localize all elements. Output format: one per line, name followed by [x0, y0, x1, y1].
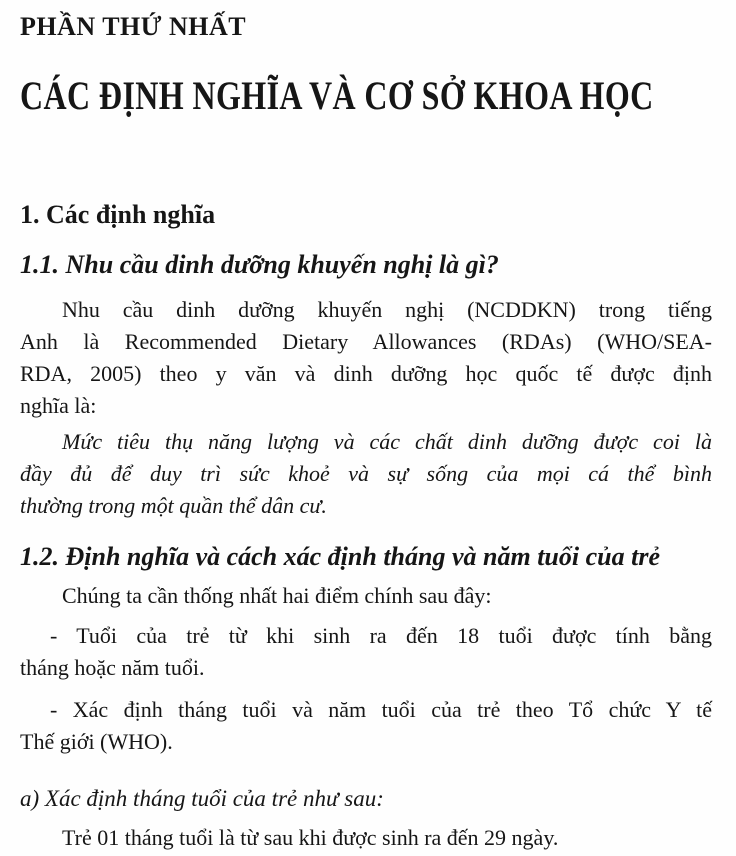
text-line: Mức tiêu thụ năng lượng và các chất dinh dưỡng được coi là	[62, 429, 712, 454]
bullet-who-method	[20, 694, 712, 758]
section-1-2-heading: 1.2. Định nghĩa và cách xác định tháng và năm tuổi của trẻ	[20, 542, 660, 571]
text-line: - Xác định tháng tuổi và năm tuổi của trẻ theo Tổ chức Y tế	[50, 697, 712, 722]
text-line: Trẻ 01 tháng tuổi là từ sau khi được sinh ra đến 29 ngày.	[62, 825, 559, 850]
section-1-heading: 1. Các định nghĩa	[20, 200, 216, 229]
paragraph-ncddkn-intro	[20, 294, 712, 422]
text-line: Anh là Recommended Dietary Allowances (RDAs) (WHO/SEA-	[20, 329, 712, 354]
text-line: - Tuổi của trẻ từ khi sinh ra đến 18 tuổi được tính bằng	[50, 623, 712, 648]
bullet-age-counting	[20, 620, 712, 684]
part-label: PHẦN THỨ NHẤT	[20, 12, 247, 41]
text-line: Thế giới (WHO).	[20, 729, 173, 754]
chapter-title: CÁC ĐỊNH NGHĨA VÀ CƠ SỞ KHOA HỌC	[20, 73, 654, 118]
text-line: tháng hoặc năm tuổi.	[20, 655, 205, 680]
text-line: Nhu cầu dinh dưỡng khuyến nghị (NCDDKN) trong tiếng	[62, 297, 712, 322]
subsection-a-heading: a) Xác định tháng tuổi của trẻ như sau:	[20, 786, 384, 811]
section-1-1-heading: 1.1. Nhu cầu dinh dưỡng khuyến nghị là gì?	[20, 250, 499, 279]
paragraph-definition	[20, 426, 712, 522]
text-line: đầy đủ để duy trì sức khoẻ và sự sống của mọi cá thể bình	[20, 461, 712, 486]
text-line: Chúng ta cần thống nhất hai điểm chính sau đây:	[62, 583, 492, 608]
text-line: RDA, 2005) theo y văn và dinh dưỡng học quốc tế được định	[20, 361, 712, 386]
paragraph-month-age	[20, 822, 712, 854]
paragraph-lead	[20, 580, 712, 612]
text-line: nghĩa là:	[20, 393, 97, 418]
text-line: thường trong một quần thể dân cư.	[20, 493, 327, 518]
